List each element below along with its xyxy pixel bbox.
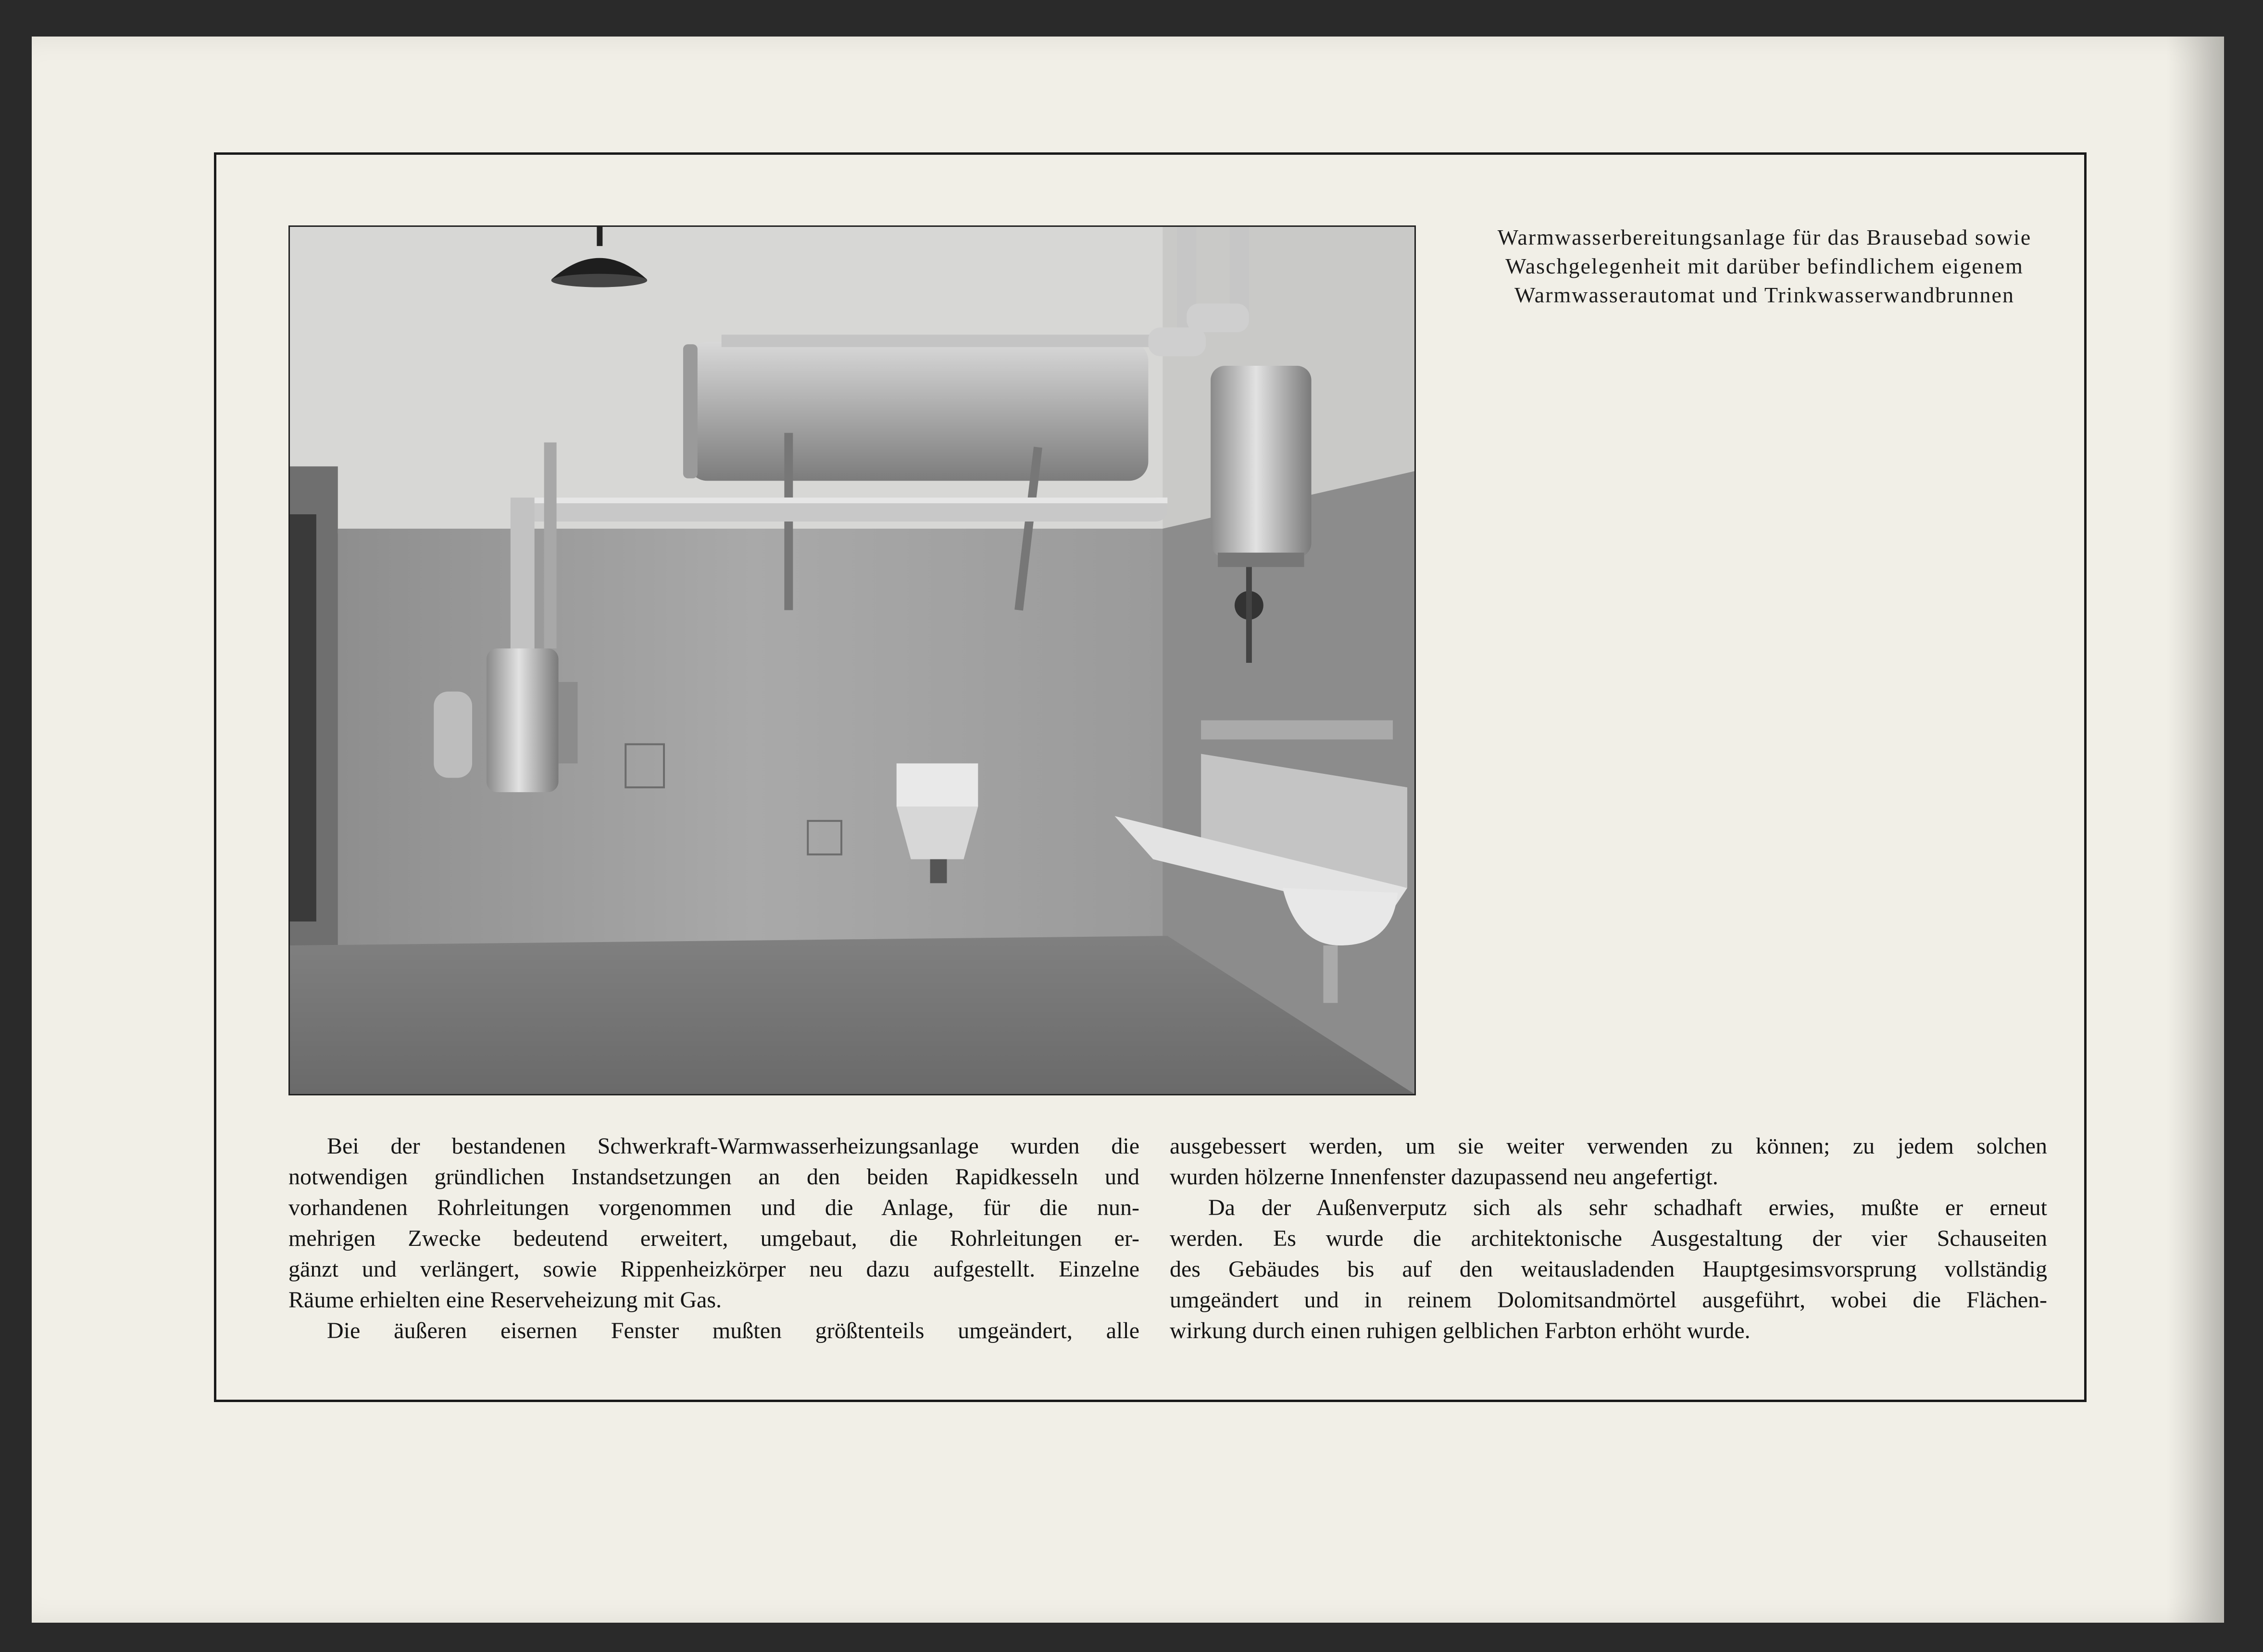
left-line-7: Die äußeren eisernen Fenster mußten größtenteils umgeändert, alle (327, 1318, 1139, 1343)
left-line-5: gänzt und verlängert, sowie Rippenheizkörper neu dazu aufgestellt. Einzelne (288, 1256, 1139, 1282)
left-line-4: mehrigen Zwecke bedeutend erweitert, umgebaut, die Rohrleitungen er- (288, 1226, 1139, 1251)
caption-line-1: Warmwasserbereitungsanlage für das Brausebad sowie (1497, 225, 2032, 249)
caption-line-3: Warmwasserautomat und Trinkwasserwandbrunnen (1514, 283, 2014, 307)
small-water-heater (487, 648, 559, 792)
caption-line-2: Waschgelegenheit mit darüber befindlichem eigenem (1505, 254, 2024, 278)
right-line-4: werden. Es wurde die architektonische Ausgestaltung der vier Schauseiten (1170, 1226, 2047, 1251)
left-line-3: vorhandenen Rohrleitungen vorgenommen und die Anlage, für die nun- (288, 1195, 1139, 1220)
left-line-1: Bei der bestandenen Schwerkraft-Warmwasserheizungsanlage wurden die (327, 1133, 1139, 1159)
drinking-fountain (897, 763, 978, 807)
right-line-5: des Gebäudes bis auf den weitausladenden Hauptgesimsvorsprung vollständig (1170, 1256, 2047, 1282)
page-gutter-shadow (2166, 37, 2224, 1623)
right-line-1: ausgebessert werden, um sie weiter verwenden zu können; zu jedem solchen (1170, 1133, 2047, 1159)
left-text-column (288, 1131, 1139, 1346)
left-line-2: notwendigen gründlichen Instandsetzungen an den beiden Rapidkesseln und (288, 1164, 1139, 1190)
left-line-6: Räume erhielten eine Reserveheizung mit Gas. (288, 1287, 722, 1313)
hot-water-tank (688, 342, 1149, 481)
right-text-column (1170, 1131, 2047, 1346)
right-line-6: umgeändert und in reinem Dolomitsandmörtel ausgeführt, wobei die Flächen- (1170, 1287, 2047, 1313)
wall-water-automat (1211, 366, 1311, 558)
boiler-room-illustration (290, 227, 1414, 1094)
photo-caption (1469, 223, 2060, 310)
right-line-3: Da der Außenverputz sich als sehr schadhaft erwies, mußte er erneut (1208, 1195, 2047, 1220)
boiler-room-photograph (288, 225, 1416, 1095)
right-line-2: wurden hölzerne Innenfenster dazupassend neu angefertigt. (1170, 1164, 1718, 1190)
right-line-7: wirkung durch einen ruhigen gelblichen Farbton erhöht wurde. (1170, 1318, 1750, 1343)
